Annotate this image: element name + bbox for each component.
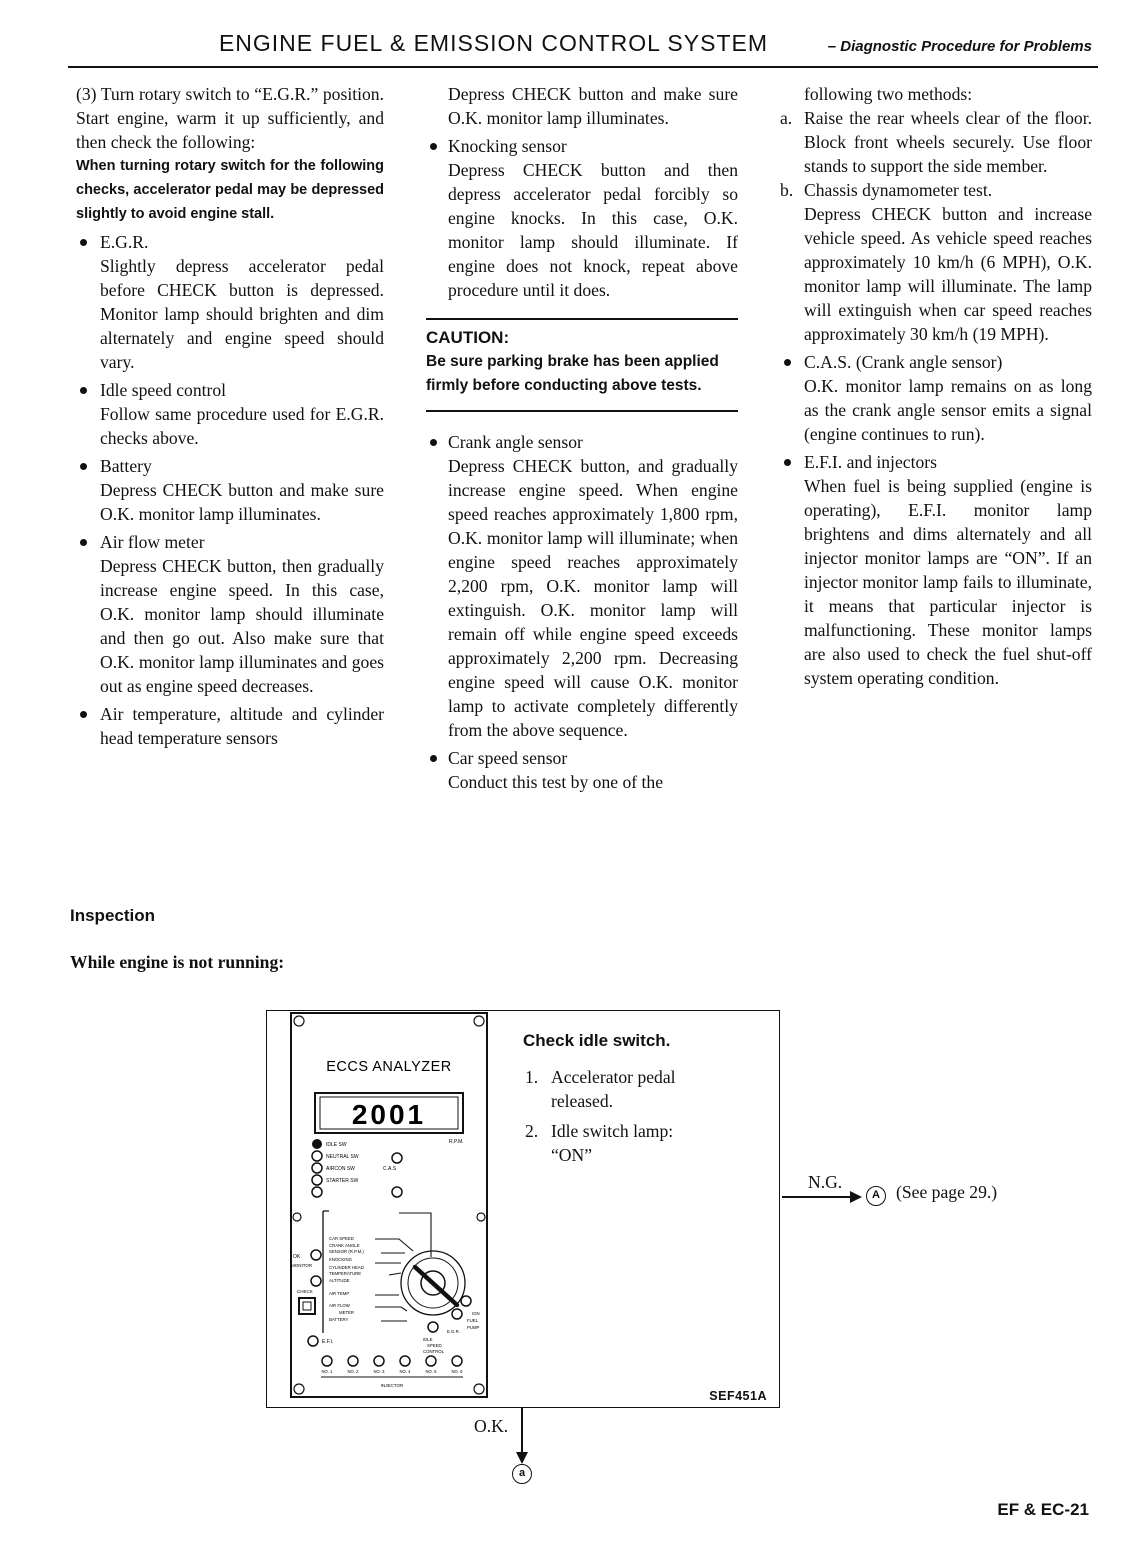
- item-title: C.A.S. (Crank angle sensor): [804, 352, 1003, 372]
- rpm-label: R.P.M.: [449, 1139, 464, 1145]
- svg-text:NO. 3: NO. 3: [373, 1369, 385, 1374]
- aircon-sw-label: AIRCON SW: [326, 1166, 355, 1172]
- item-title: Battery: [100, 456, 152, 476]
- arrow-down-icon: [516, 1452, 528, 1464]
- arrow-right-icon: [850, 1191, 862, 1203]
- item-text: Depress CHECK button and then depress accelerator pedal forcibly so engine knocks. In this case, O.K. monitor lamp should illuminate. If engine does not knock, repeat above procedure until it does.: [448, 160, 738, 300]
- svg-text:NO. 5: NO. 5: [425, 1369, 437, 1374]
- step-2-text: Idle switch lamp:: [551, 1121, 674, 1141]
- svg-text:SENSOR (R.P.M.): SENSOR (R.P.M.): [329, 1249, 364, 1254]
- step-1: [525, 1065, 676, 1111]
- item-text: Depress CHECK button and make sure O.K. monitor lamp illuminates.: [100, 480, 384, 524]
- idle-switch-check-figure: [266, 1010, 780, 1408]
- switch-lamps: [312, 1139, 402, 1197]
- item-title: Idle speed control: [100, 380, 227, 400]
- ok-label: O.K.: [474, 1416, 509, 1436]
- ng-arrow-line: [782, 1196, 852, 1198]
- item-text: Depress CHECK button, then gradually increase engine speed. In this case, O.K. monitor lamp should illuminate and then go out. Also make sure that O.K. monitor lamp illuminates and goes out as engine speed decreases.: [100, 556, 384, 696]
- check-label: CHECK: [297, 1289, 313, 1294]
- screw-icon: [294, 1016, 304, 1026]
- svg-text:IDLE: IDLE: [423, 1337, 433, 1342]
- ng-page-reference: (See page 29.): [896, 1182, 998, 1202]
- item-text: Slightly depress accelerator pedal before CHECK button is depressed. Monitor lamp should brighten and dim alternately and engine speed should vary.: [100, 256, 384, 372]
- method-b-text: Depress CHECK button and increase vehicle speed. As vehicle speed reaches approximately 10 km/h (6 MPH), O.K. monitor lamp will illuminate. The lamp will extinguish when car speed reaches approximately 30 km/h (19 MPH).: [804, 204, 1092, 344]
- svg-text:METER: METER: [339, 1310, 355, 1315]
- svg-text:SPEED: SPEED: [427, 1343, 442, 1348]
- method-a-marker: a.: [780, 108, 793, 128]
- svg-text:AIR TEMP: AIR TEMP: [329, 1291, 350, 1296]
- item-text: Follow same procedure used for E.G.R. checks above.: [100, 404, 384, 448]
- car-speed-sensor-item: [426, 746, 738, 794]
- header-subtitle: – Diagnostic Procedure for Problems: [827, 38, 1092, 55]
- caution-heading: CAUTION:: [426, 328, 510, 347]
- svg-text:E.G.R.: E.G.R.: [447, 1329, 460, 1334]
- screw-icon: [474, 1016, 484, 1026]
- car-speed-continued: following two methods:: [804, 84, 973, 104]
- inspection-heading: Inspection: [70, 906, 156, 925]
- svg-text:ALTITUDE: ALTITUDE: [329, 1278, 350, 1283]
- ok-target-marker: a: [512, 1464, 532, 1484]
- rotary-switch-note: When turning rotary switch for the following checks, accelerator pedal may be depressed slightly to avoid engine stall.: [76, 158, 384, 222]
- efi-label: E.F.I.: [322, 1339, 334, 1345]
- ok-label: OK: [293, 1254, 301, 1260]
- temperature-sensors-text: Depress CHECK button and make sure O.K. monitor lamp illuminates.: [448, 84, 738, 128]
- method-a: [780, 106, 1092, 178]
- svg-text:IGN: IGN: [472, 1311, 480, 1316]
- header-title: ENGINE FUEL & EMISSION CONTROL SYSTEM: [218, 30, 768, 56]
- ok-arrow-line: [521, 1408, 523, 1456]
- method-b-title: Chassis dynamometer test.: [804, 180, 993, 200]
- svg-text:INJECTOR: INJECTOR: [380, 1383, 404, 1388]
- intro-paragraph: (3) Turn rotary switch to “E.G.R.” position. Start engine, warm it up sufficiently, and then check the following:: [76, 84, 384, 152]
- method-a-text: Raise the rear wheels clear of the floor. Block front wheels securely. Use floor stands to support the side member.: [804, 108, 1092, 176]
- column-2: [426, 82, 738, 794]
- ng-label: N.G.: [808, 1172, 843, 1192]
- item-title: Car speed sensor: [448, 748, 568, 768]
- battery-item: [76, 454, 384, 526]
- svg-text:TEMPERATURE: TEMPERATURE: [329, 1271, 362, 1276]
- item-title: Crank angle sensor: [448, 432, 583, 452]
- svg-text:NO. 6: NO. 6: [451, 1369, 463, 1374]
- screw-icon: [474, 1384, 484, 1394]
- method-b-marker: b.: [780, 180, 794, 200]
- item-text: Depress CHECK button, and gradually increase engine speed. When engine speed reaches approximately 1,800 rpm, O.K. monitor lamp will illuminate; when engine speed reaches approximately 2,200 rpm, O.K. monitor lamp will extinguish. O.K. monitor lamp will remain off while engine speed exceeds approximately 2,200 rpm. Decreasing engine speed will cause O.K. monitor lamp to activate completely differently from the above sequence.: [448, 456, 738, 740]
- caution-body: Be sure parking brake has been applied firmly before conducting above tests.: [426, 353, 719, 394]
- cas-item: [780, 350, 1092, 446]
- neutral-sw-label: NEUTRAL SW: [326, 1154, 359, 1160]
- dial-left-labels: [329, 1236, 364, 1322]
- item-title: Knocking sensor: [448, 136, 567, 156]
- step-2-number: 2.: [525, 1121, 539, 1141]
- item-title: E.G.R.: [100, 232, 149, 252]
- starter-sw-label: STARTER SW: [326, 1178, 359, 1184]
- rpm-display: 2001: [351, 1099, 427, 1130]
- page-header: [68, 30, 1098, 68]
- dial-right-labels: [423, 1296, 480, 1354]
- item-title: E.F.I. and injectors: [804, 452, 937, 472]
- svg-text:CYLINDER HEAD: CYLINDER HEAD: [329, 1265, 364, 1270]
- column-3: [780, 82, 1092, 690]
- injector-lamps: [321, 1356, 463, 1388]
- inspection-condition: While engine is not running:: [70, 952, 285, 972]
- analyzer-title: ECCS ANALYZER: [326, 1059, 452, 1075]
- efi-injectors-item: [780, 450, 1092, 690]
- svg-text:NO. 2: NO. 2: [347, 1369, 359, 1374]
- svg-text:CAR SPEED: CAR SPEED: [329, 1236, 354, 1241]
- step-1-number: 1.: [525, 1067, 539, 1087]
- knocking-sensor-item: [426, 134, 738, 302]
- eccs-analyzer-illustration: [289, 1011, 489, 1399]
- item-text: Conduct this test by one of the: [448, 772, 664, 792]
- caution-box: [426, 318, 738, 412]
- item-title: Air temperature, altitude and cylinder head temperature sensors: [100, 704, 384, 748]
- svg-text:CRANK ANGLE: CRANK ANGLE: [329, 1243, 360, 1248]
- ng-target-marker: A: [866, 1186, 886, 1206]
- svg-text:AIR FLOW: AIR FLOW: [329, 1303, 350, 1308]
- step-2: [525, 1119, 674, 1165]
- egr-item: [76, 230, 384, 374]
- step-1-text: Accelerator pedal released.: [551, 1067, 676, 1111]
- rotary-switch-dial: [401, 1251, 465, 1315]
- figure-code: SEF451A: [709, 1389, 767, 1403]
- item-text: O.K. monitor lamp remains on as long as the crank angle sensor emits a signal (engine continues to run).: [804, 376, 1092, 444]
- svg-text:CONTROL: CONTROL: [423, 1349, 445, 1354]
- svg-text:KNOCKING: KNOCKING: [329, 1257, 352, 1262]
- temperature-sensors-item: [76, 702, 384, 750]
- step-2-value: “ON”: [551, 1145, 593, 1165]
- item-text: When fuel is being supplied (engine is operating), E.F.I. monitor lamp brightens and dims alternately and all injector monitor lamps are “ON”. If an injector monitor lamp fails to illuminate, it means that particular injector is malfunctioning. These monitor lamps are also used to check the fuel shut-off system operating condition.: [804, 476, 1092, 688]
- page-number: EF & EC-21: [997, 1500, 1089, 1519]
- method-b: [780, 178, 1092, 346]
- cas-label: C.A.S: [383, 1166, 397, 1172]
- check-button-icon: [299, 1298, 315, 1314]
- idle-sw-label: IDLE SW: [326, 1142, 347, 1148]
- idle-speed-control-item: [76, 378, 384, 450]
- monitor-label: MONITOR: [291, 1263, 313, 1268]
- svg-text:NO. 4: NO. 4: [399, 1369, 411, 1374]
- svg-text:PUMP: PUMP: [467, 1325, 480, 1330]
- item-title: Air flow meter: [100, 532, 205, 552]
- check-idle-switch-title: Check idle switch.: [523, 1031, 671, 1050]
- svg-text:NO. 1: NO. 1: [321, 1369, 333, 1374]
- column-1: [76, 82, 384, 750]
- svg-text:FUEL: FUEL: [467, 1318, 478, 1323]
- svg-text:BATTERY: BATTERY: [329, 1317, 349, 1322]
- air-flow-meter-item: [76, 530, 384, 698]
- screw-icon: [294, 1384, 304, 1394]
- crank-angle-sensor-item: [426, 430, 738, 742]
